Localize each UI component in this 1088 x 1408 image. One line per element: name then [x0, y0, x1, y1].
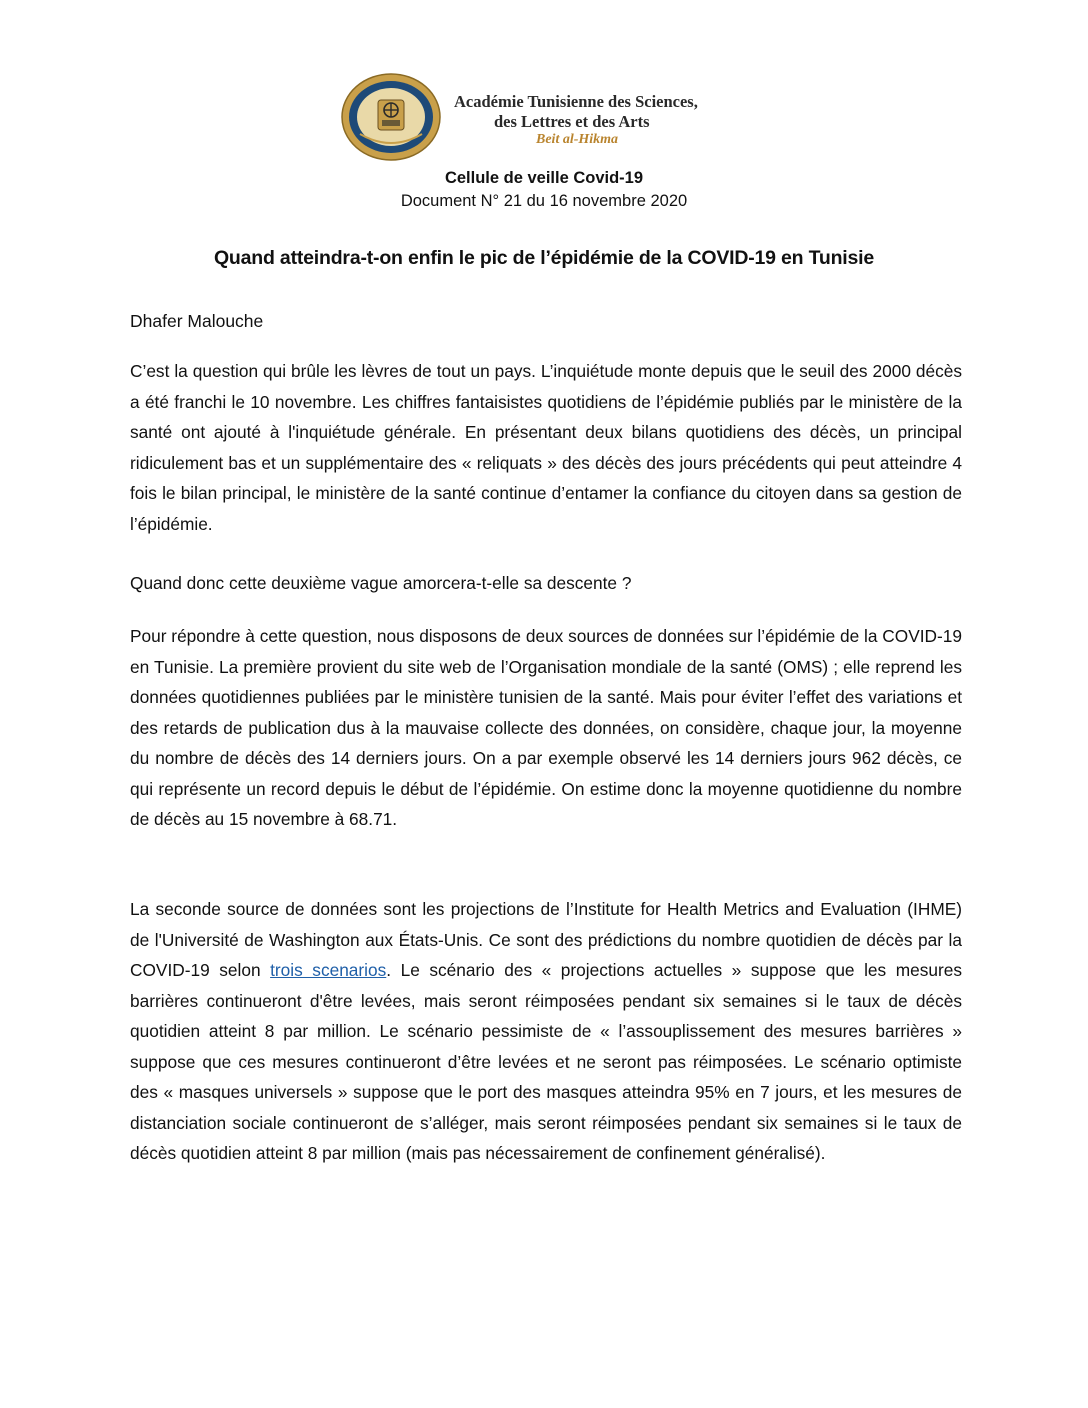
question-line: Quand donc cette deuxième vague amorcera-t-elle sa descente ? [130, 573, 632, 593]
document-number: Document N° 21 du 16 novembre 2020 [400, 192, 688, 210]
academy-subtitle: Beit al-Hikma [536, 132, 619, 147]
academy-name-line2: des Lettres et des Arts [494, 112, 650, 131]
trois-scenarios-link[interactable]: trois scenarios [270, 960, 387, 980]
academy-name [454, 92, 698, 132]
cell-title: Cellule de veille Covid-19 [444, 169, 644, 187]
paragraph-ihme-text-end: . Le scénario des « projections actuelles » suppose que les mesures barrières continueront d'être levées, mais seront réimposées pendant six semaines si le taux de décès quotidien atteint 8 par million. Le scénario pessimiste de « l’assouplissement des mesures barrières » suppose que ces mesures continueront d’être levées et ne seront pas réimposées. Le scénario optimiste des « masques universels » suppose que le port des masques atteindra 95% en 7 jours, et les mesures de distanciation sociale continueront de s’alléger, mais seront réimposées pendant six semaines si le taux de décès quotidien atteint 8 par million (mais pas nécessairement de confinement généralisé). [130, 960, 962, 1163]
page-title: Quand atteindra-t-on enfin le pic de l’épidémie de la COVID-19 en Tunisie [213, 247, 875, 269]
paragraph-ihme-data [130, 894, 962, 1169]
academy-name-line1: Académie Tunisienne des Sciences, [454, 92, 698, 111]
paragraph-oms-data: Pour répondre à cette question, nous disposons de deux sources de données sur l’épidémie de la COVID-19 en Tunisie. La première provient du site web de l’Organisation mondiale de la santé (OMS) ; elle reprend les données quotidiennes publiées par le ministère tunisien de la santé. Mais pour éviter l’effet des variations et des retards de publication dus à la mauvaise collecte des données, on considère, chaque jour, la moyenne du nombre de décès des 14 derniers jours. On a par exemple observé les 14 derniers jours 962 décès, ce qui représente un record depuis le début de l’épidémie. On estime donc la moyenne quotidienne du nombre de décès au 15 novembre à 68.71. [130, 626, 962, 829]
author-name: Dhafer Malouche [130, 311, 264, 331]
paragraph-intro: C’est la question qui brûle les lèvres de tout un pays. L’inquiétude monte depuis que le seuil des 2000 décès a été franchi le 10 novembre. Les chiffres fantaisistes quotidiens de l’épidémie publiés par le ministère de la santé ont ajouté à l'inquiétude générale. En présentant deux bilans quotidiens des décès, un principal ridiculement bas et un supplémentaire des « reliquats » des décès des jours précédents qui peut atteindre 4 fois le bilan principal, le ministère de la santé continue d’entamer la confiance du citoyen dans sa gestion de l’épidémie. [130, 361, 962, 534]
paragraph-ihme-text-start: La seconde source de données sont les projections de l’Institute for Health Metrics and Evaluation (IHME) de l'Université de Washington aux États-Unis. Ce sont des prédictions du nombre quotidien de décès par la COVID-19 selon [130, 899, 962, 980]
academy-seal-icon [340, 72, 442, 162]
academy-header [340, 72, 760, 162]
